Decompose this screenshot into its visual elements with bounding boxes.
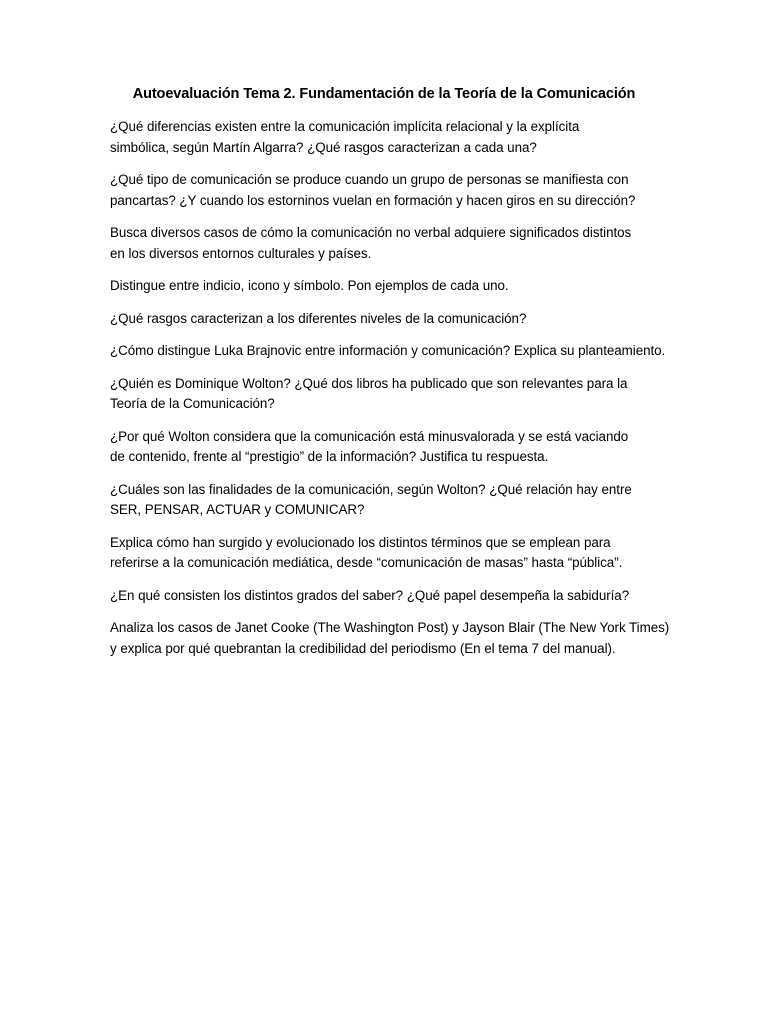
question-paragraph bbox=[110, 341, 710, 362]
question-line: Distingue entre indicio, icono y símbolo. Pon ejemplos de cada uno. bbox=[110, 278, 509, 293]
document-title: Autoevaluación Tema 2. Fundamentación de la Teoría de la Comunicación bbox=[132, 86, 636, 102]
question-line: de contenido, frente al “prestigio” de la información? Justifica tu respuesta. bbox=[110, 449, 549, 464]
question-list bbox=[110, 117, 710, 671]
question-paragraph bbox=[110, 117, 710, 158]
question-paragraph bbox=[110, 427, 710, 468]
question-paragraph bbox=[110, 618, 710, 659]
question-line: Busca diversos casos de cómo la comunicación no verbal adquiere significados distintos bbox=[110, 225, 632, 240]
question-line: ¿Qué diferencias existen entre la comunicación implícita relacional y la explícita bbox=[110, 119, 580, 134]
question-line: ¿Cuáles son las finalidades de la comunicación, según Wolton? ¿Qué relación hay entre bbox=[110, 481, 632, 497]
question-paragraph bbox=[110, 374, 710, 415]
question-line: ¿Qué tipo de comunicación se produce cuando un grupo de personas se manifiesta con bbox=[110, 172, 629, 187]
question-line: ¿Cómo distingue Luka Brajnovic entre información y comunicación? Explica su planteamiento. bbox=[110, 343, 666, 358]
question-paragraph bbox=[110, 586, 710, 607]
question-line: Teoría de la Comunicación? bbox=[110, 396, 275, 411]
question-line: pancartas? ¿Y cuando los estorninos vuelan en formación y hacen giros en su dirección? bbox=[110, 192, 636, 208]
question-line: Explica cómo han surgido y evolucionado los distintos términos que se emplean para bbox=[110, 534, 611, 550]
question-line: ¿Por qué Wolton considera que la comunicación está minusvalorada y se está vaciando bbox=[110, 428, 629, 444]
question-paragraph bbox=[110, 480, 710, 521]
question-paragraph bbox=[110, 309, 710, 330]
question-line: ¿En qué consisten los distintos grados del saber? ¿Qué papel desempeña la sabiduría? bbox=[110, 587, 630, 603]
question-paragraph bbox=[110, 276, 710, 297]
question-line: ¿Qué rasgos caracterizan a los diferentes niveles de la comunicación? bbox=[110, 310, 527, 326]
question-line: Analiza los casos de Janet Cooke (The Washington Post) y Jayson Blair (The New York Times) bbox=[110, 620, 670, 635]
question-line: y explica por qué quebrantan la credibilidad del periodismo (En el tema 7 del manual). bbox=[110, 640, 616, 656]
question-line: SER, PENSAR, ACTUAR y COMUNICAR? bbox=[110, 502, 365, 517]
question-paragraph bbox=[110, 223, 710, 264]
question-line: referirse a la comunicación mediática, desde “comunicación de masas” hasta “pública”. bbox=[110, 555, 623, 570]
question-paragraph bbox=[110, 533, 710, 574]
question-line: ¿Quién es Dominique Wolton? ¿Qué dos libros ha publicado que son relevantes para la bbox=[110, 375, 628, 391]
question-line: simbólica, según Martín Algarra? ¿Qué rasgos caracterizan a cada una? bbox=[110, 139, 537, 155]
question-paragraph bbox=[110, 170, 710, 211]
question-line: en los diversos entornos culturales y países. bbox=[110, 245, 372, 261]
